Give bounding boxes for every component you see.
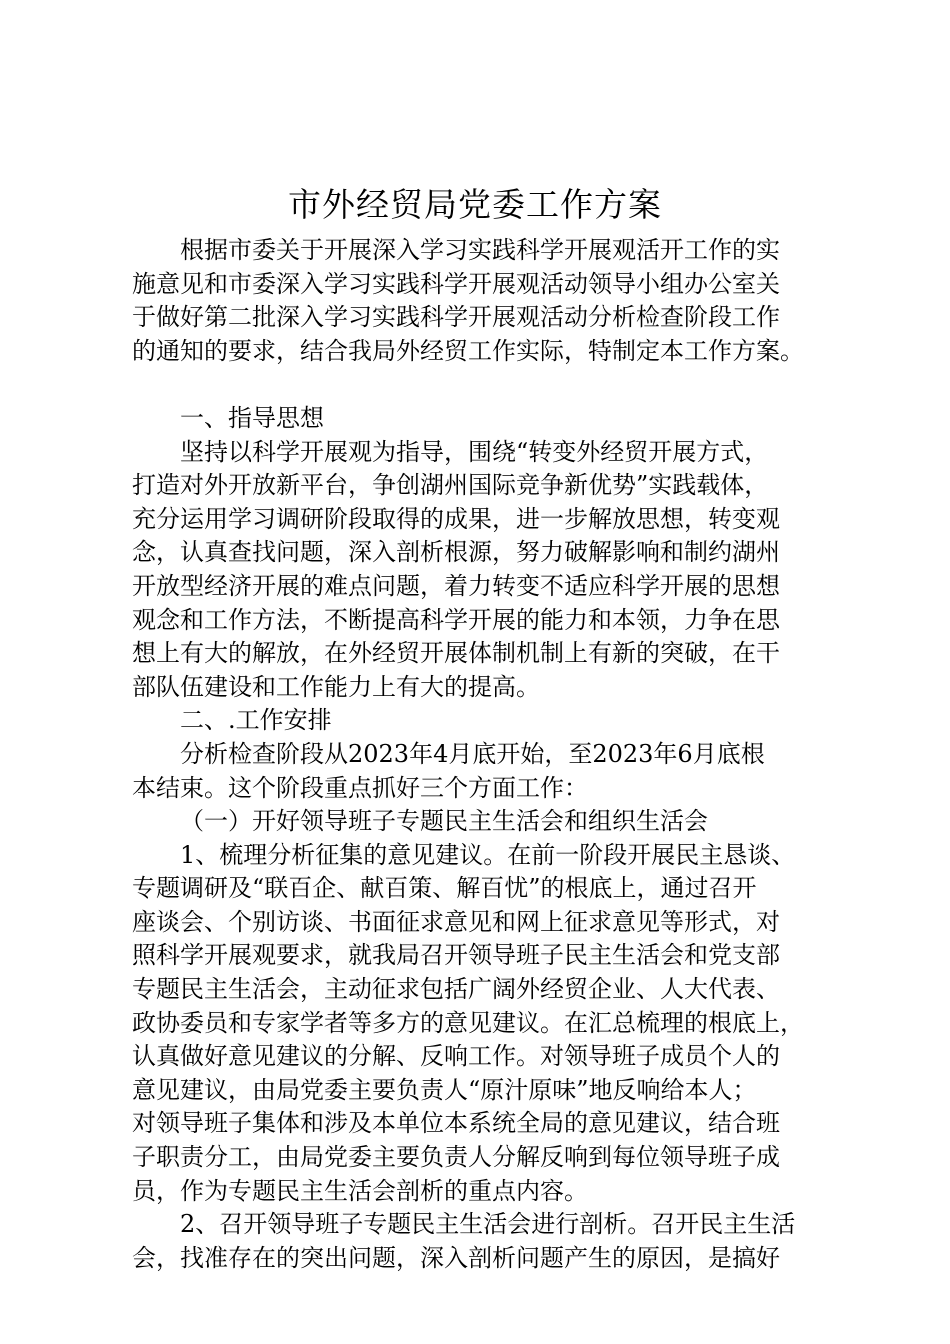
text-line: 开放型经济开展的难点问题，着力转变不适应科学开展的思想 [132, 571, 780, 600]
text-line: 意见建议，由局党委主要负责人“原汁原味”地反响给本人； [132, 1075, 757, 1104]
text-line: 分析检查阶段从2023年4月底开始，至2023年6月底根 [180, 739, 765, 768]
text-line: 念，认真查找问题，深入剖析根源，努力破解影响和制约湖州 [132, 538, 780, 567]
text-line: 部队伍建设和工作能力上有大的提高。 [132, 672, 540, 701]
text-line: 2、召开领导班子专题民主生活会进行剖析。召开民主生活 [180, 1210, 796, 1239]
text-line: 1、梳理分析征集的意见建议。在前一阶段开展民主恳谈、 [180, 840, 796, 869]
paragraph-gap [132, 368, 832, 402]
document-title: 市外经贸局党委工作方案 [288, 185, 662, 224]
text-line: 会，找准存在的突出问题，深入剖析问题产生的原因，是搞好 [132, 1243, 780, 1272]
text-line: 根据市委关于开展深入学习实践科学开展观活开工作的实 [180, 236, 780, 264]
text-line: 的通知的要求，结合我局外经贸工作实际，特制定本工作方案。 [132, 336, 804, 365]
text-line: 施意见和市委深入学习实践科学开展观活动领导小组办公室关 [132, 269, 780, 298]
text-line: 想上有大的解放，在外经贸开展体制机制上有新的突破，在干 [132, 639, 780, 668]
text-line: 充分运用学习调研阶段取得的成果，进一步解放思想，转变观 [132, 504, 780, 533]
text-line: 一、指导思想 [180, 403, 324, 432]
text-line: 对领导班子集体和涉及本单位本系统全局的意见建议，结合班 [132, 1109, 780, 1138]
text-line: 座谈会、个别访谈、书面征求意见和网上征求意见等形式，对 [132, 907, 780, 936]
text-line: （一）开好领导班子专题民主生活会和组织生活会 [180, 807, 708, 836]
text-line: 观念和工作方法，不断提高科学开展的能力和本领，力争在思 [132, 605, 780, 634]
document-body [132, 234, 832, 1275]
text-line: 照科学开展观要求，就我局召开领导班子民主生活会和党支部 [132, 941, 780, 970]
text-line: 子职责分工，由局党委主要负责人分解反响到每位领导班子成 [132, 1143, 780, 1172]
text-line: 员，作为专题民主生活会剖析的重点内容。 [132, 1176, 588, 1205]
text-line: 认真做好意见建议的分解、反响工作。对领导班子成员个人的 [132, 1042, 780, 1071]
text-line: 坚持以科学开展观为指导，围绕“转变外经贸开展方式， [180, 437, 769, 466]
text-line: 于做好第二批深入学习实践科学开展观活动分析检查阶段工作 [132, 303, 780, 332]
text-line: 打造对外开放新平台，争创湖州国际竞争新优势”实践载体， [132, 471, 769, 500]
text-line: 本结束。这个阶段重点抓好三个方面工作： [132, 773, 588, 802]
text-line: 专题调研及“联百企、献百策、解百忧”的根底上，通过召开 [132, 874, 757, 903]
text-line: 政协委员和专家学者等多方的意见建议。在汇总梳理的根底上， [132, 1008, 804, 1037]
text-line: 二、.工作安排 [180, 706, 332, 735]
text-line: 专题民主生活会，主动征求包括广阔外经贸企业、人大代表、 [132, 975, 780, 1004]
